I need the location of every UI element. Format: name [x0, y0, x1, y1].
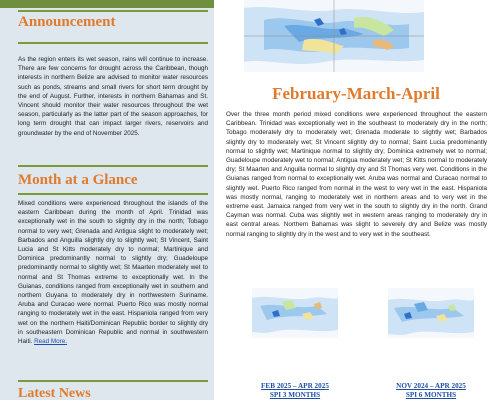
section-divider [18, 380, 208, 382]
section-divider [18, 10, 208, 12]
month-at-a-glance-text [18, 199, 208, 346]
sidebar [0, 0, 214, 400]
section-divider [18, 193, 208, 195]
sidebar-top-bar [0, 0, 214, 8]
spi-6-month-link[interactable] [371, 382, 491, 400]
section-divider [18, 42, 208, 44]
spi-map-image [244, 0, 424, 72]
main-body-text: Over the three month period mixed conditions were experienced throughout the eastern Caribbean. Trinidad was exceptionally wet in the southeast to moderately dry in the north; Tobago moderately dry to moderately wet; Grenada moderate to slightly wet; Barbados slightly dry to moderately wet; St Vincent slightly dry to normal; Saint Lucia predominantly normal to slightly wet; Martinique normal to slightly dry; Dominica extremely wet to normal; Guadeloupe moderately wet to normal; Antigua moderately wet; St Kitts normal to moderately dry; St Maarten and Anguilla normal to slightly dry and St Thomas very wet. Conditions in the Guianas ranged from normal to exceptionally wet. Aruba was normal and Curacao normal to slightly wet. Puerto Rico ranged from normal in the west to very wet in the east. Hispaniola was mostly normal, ranging to moderately wet in northern areas and to very wet in the extreme east. Jamaica ranged from very wet in the south to slightly dry in the north. Grand Cayman was normal. Cuba was slightly wet in western areas ranging to moderately dry in east central areas. Northern Bahamas was slight to severely dry and Belize was mostly normal ranging to slightly dry in the west and to very wet in the southeast. [226, 111, 487, 238]
spi-3-month-link[interactable] [235, 382, 355, 400]
thumb1-title-line2: SPI 3 MONTHS [269, 391, 321, 399]
spi-3-month-map-thumbnail[interactable] [252, 288, 338, 338]
announcement-text: As the region enters its wet season, rains will continue to increase. There are few concerns for drought across the Caribbean, though interests in northern Belize are advised to monitor water resources such as ponds, streams and small rivers for short term drought by the end of August. Further, interests in northern Bahamas and St. Vincent should monitor their water resources throughout the wet season, particularly as the latter part of the season approaches, for long term drought that can impact larger rivers, reservoirs and groundwater by the end of November 2025. [18, 56, 208, 137]
section-divider [18, 165, 208, 167]
latest-news-heading: Latest News [18, 386, 91, 401]
glance-body: Mixed conditions were experienced throughout the islands of the eastern Caribbean during the month of April. Trinidad was exceptionally wet in the south to slightly dry in the north; Tobago normal to very wet; Grenada and Antigua slight to moderately wet; Barbados and Anguilla slightly dry to slightly wet; St Vincent, Saint Lucia and St Kitts moderately dry to normal; Martinique and Dominica predominantly normal to slightly dry; Guadeloupe predominantly normal to slightly wet; St Maarten moderately wet to normal and St Thomas extreme to exceptionally wet. In the Guianas, conditions ranged from exceptionally wet in southern and northern Guyana to moderately dry in northwestern Suriname. Aruba and Curacao were normal. Puerto Rico was mostly normal ranging to moderately wet in the east. Hispaniola ranged from very wet on the northern Haiti/Dominican Republic border to slightly dry in southeastern Dominican Republic and normal in southwestern Haiti. [18, 200, 208, 346]
read-more-link[interactable]: Read More. [34, 338, 68, 346]
thumb2-title-line1: NOV 2024 – APR 2025 [396, 382, 466, 390]
thumb2-title-line2: SPI 6 MONTHS [405, 391, 457, 399]
announcement-heading: Announcement [18, 14, 116, 30]
spi-6-month-map-thumbnail[interactable] [388, 288, 474, 338]
month-at-a-glance-heading: Month at a Glance [18, 172, 138, 188]
main-title: February-March-April [272, 84, 440, 103]
thumb1-title-line1: FEB 2025 – APR 2025 [261, 382, 329, 390]
